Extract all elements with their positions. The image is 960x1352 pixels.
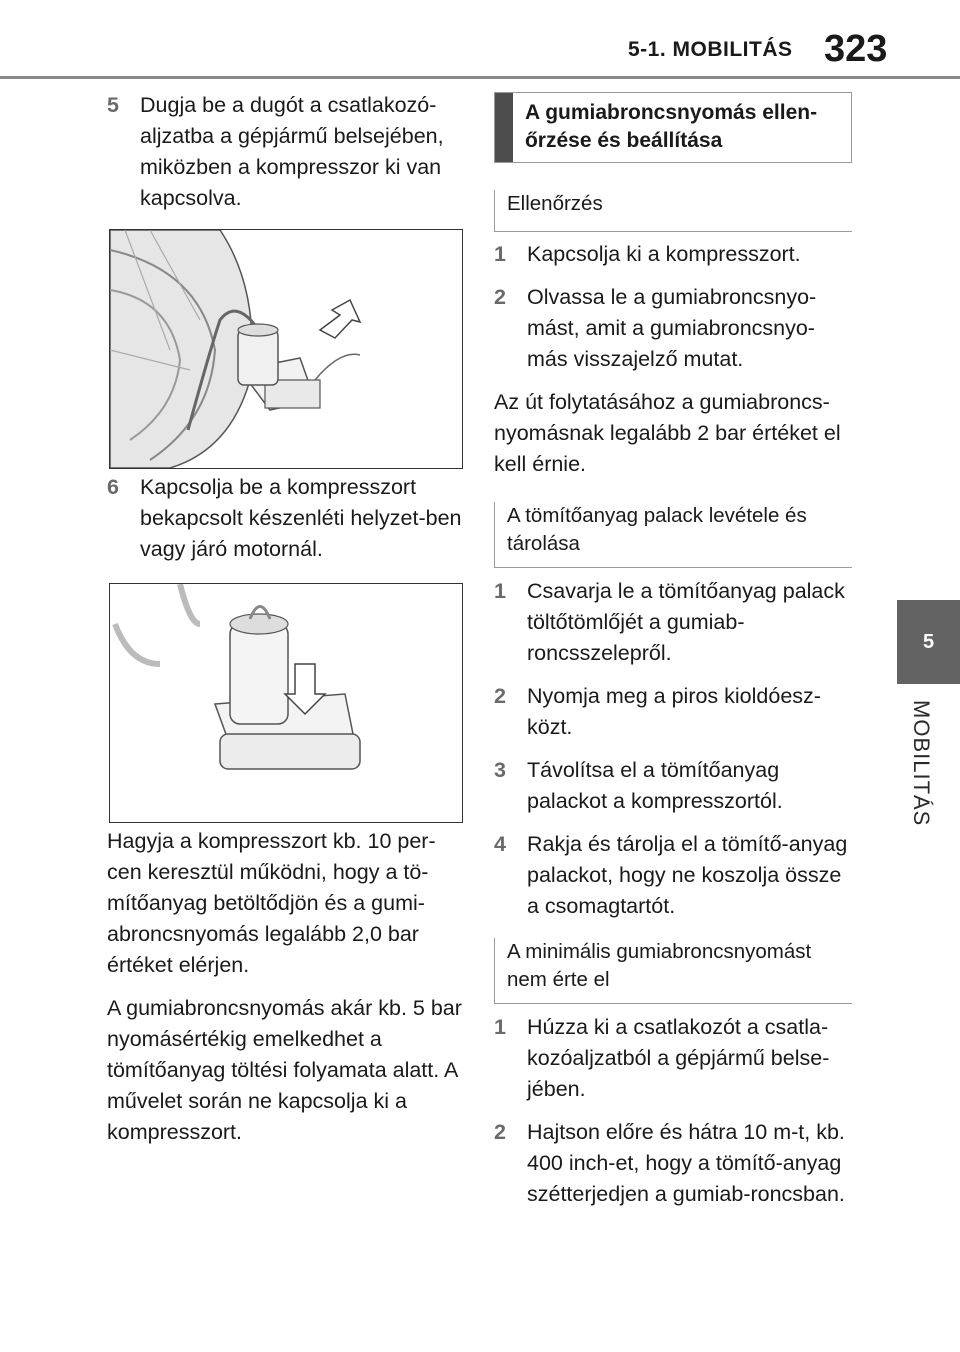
compressor-plug-illustration xyxy=(110,230,462,468)
left-step-5 xyxy=(107,90,467,226)
chapter-label-text: MOBILITÁS xyxy=(909,700,934,827)
page-number: 323 xyxy=(824,28,888,70)
step-number: 1 xyxy=(494,1015,506,1039)
step-number: 2 xyxy=(494,285,506,309)
step-number: 2 xyxy=(494,684,506,708)
check-section xyxy=(494,239,854,492)
step-number: 6 xyxy=(107,475,119,499)
step-number: 1 xyxy=(494,242,506,266)
step-text: Olvassa le a gumiabroncsnyo-mást, amit a gumiabroncsnyo-más visszajelző mutat. xyxy=(527,285,817,371)
step-text: Dugja be a dugót a csatlakozó-aljzatba a gépjármű belsejében, miközben a kompresszor ki van kapcsolva. xyxy=(140,93,444,210)
step-number: 1 xyxy=(494,579,506,603)
step-text: Kapcsolja be a kompresszort bekapcsolt készenléti helyzet-ben vagy járó motornál. xyxy=(140,475,462,561)
section-title: 5-1. MOBILITÁS xyxy=(628,38,793,61)
compressor-switch-illustration xyxy=(110,584,462,822)
figure-compressor-on xyxy=(109,583,463,823)
subheading-min-pressure xyxy=(494,938,852,1004)
left-step-6 xyxy=(107,472,467,577)
step-text: Húzza ki a csatlakozót a csatla-kozóaljzatból a gépjármű belse-jében. xyxy=(527,1015,830,1101)
chapter-label xyxy=(891,700,951,850)
heading-bar xyxy=(495,93,513,162)
subheading-text: A tömítőanyag palack levétele és tárolása xyxy=(507,504,807,555)
figure-compressor-connected xyxy=(109,229,463,469)
subheading-check xyxy=(494,190,852,232)
step-text: Csavarja le a tömítőanyag palack töltőtömlőjét a gumiab-roncsszelepről. xyxy=(527,579,845,665)
step-number: 5 xyxy=(107,93,119,117)
step-number: 2 xyxy=(494,1120,506,1144)
paragraph: A gumiabroncsnyomás akár kb. 5 bar nyomásértékig emelkedhet a tömítőanyag töltési folyamata alatt. A művelet során ne kapcsolja ki a kompresszort. xyxy=(107,996,462,1144)
subheading-text: Ellenőrzés xyxy=(507,192,603,215)
step-text: Kapcsolja ki a kompresszort. xyxy=(527,242,801,266)
header-divider xyxy=(0,76,960,79)
step-text: Rakja és tárolja el a tömítő-anyag palackot, hogy ne koszolja össze a csomagtartót. xyxy=(527,832,848,918)
paragraph: Hagyja a kompresszort kb. 10 per-cen keresztül működni, hogy a tö-mítőanyag betöltődjön és a gumi-abroncsnyomás legalább 2,0 bar értéket elérjen. xyxy=(107,829,436,977)
step-number: 4 xyxy=(494,832,506,856)
left-paragraphs xyxy=(107,826,467,1160)
step-text: Távolítsa el a tömítőanyag palackot a kompresszortól. xyxy=(527,758,783,813)
min-pressure-section xyxy=(494,1012,854,1222)
subheading-remove xyxy=(494,502,852,568)
step-text: Nyomja meg a piros kioldóesz-közt. xyxy=(527,684,821,739)
step-number: 3 xyxy=(494,758,506,782)
section-heading: A gumiabroncsnyomás ellen-őrzése és beállítása xyxy=(524,101,818,152)
section-heading-box xyxy=(494,92,852,163)
remove-section xyxy=(494,576,854,934)
chapter-tab: 5 xyxy=(897,600,960,684)
paragraph: Az út folytatásához a gumiabroncs-nyomásnak legalább 2 bar értéket el kell érnie. xyxy=(494,390,841,476)
subheading-text: A minimális gumiabroncsnyomást nem érte el xyxy=(507,940,812,991)
step-text: Hajtson előre és hátra 10 m-t, kb. 400 inch-et, hogy a tömítő-anyag szétterjedjen a gumiab-roncsban. xyxy=(527,1120,845,1206)
